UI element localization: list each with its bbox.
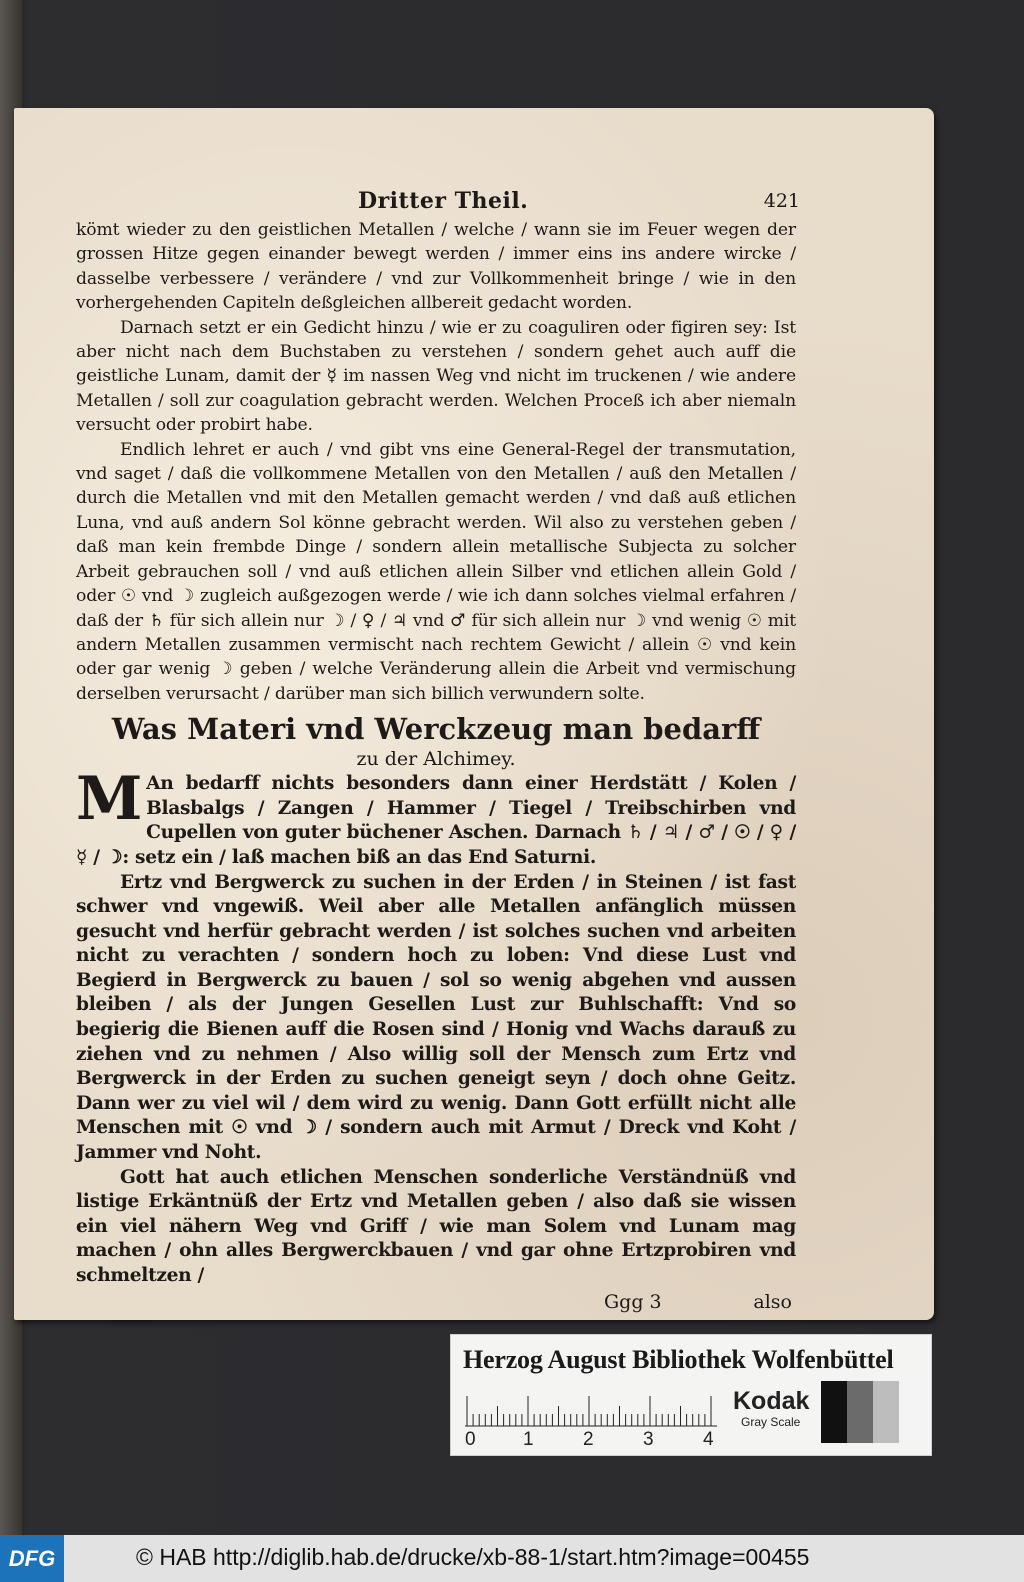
section-heading: Was Materi vnd Werckzeug man bedarff xyxy=(111,712,761,747)
paragraph: Gott hat auch etlichen Menschen sonderliche Verständnüß vnd listige Erkäntnüß der Ertz vnd Metallen geben / also daß sie wissen ein viel nähern Weg vnd Griff / wie man Solem vnd Lunam mag machen / ohn alles Bergwerckbauen / vnd gar ohne Ertzprobiren vnd schmeltzen / xyxy=(76,1166,796,1286)
library-name: Herzog August Bibliothek Wolfenbüttel xyxy=(463,1345,894,1374)
paragraph xyxy=(76,764,796,870)
ruler-label: 3 xyxy=(643,1429,654,1450)
page-text xyxy=(76,188,800,1319)
paragraph: Darnach setzt er ein Gedicht hinzu / wie er zu coaguliren oder figiren sey: Ist aber nicht nach dem Buchstaben zu verstehen / sondern gehet auch auff die geistliche Lunam, damit der ☿ im nassen Weg vnd nicht im truckenen / wie andere Metallen / soll zur coagulation gebracht werden. Welchen Proceß ich aber niemaln versucht oder probirt habe. xyxy=(76,317,796,436)
ruler-icon xyxy=(465,1393,717,1427)
dfg-logo: DFG xyxy=(0,1535,64,1582)
running-title: Dritter Theil. xyxy=(358,188,529,214)
signature-mark: Ggg 3 xyxy=(604,1290,662,1313)
page-number: 421 xyxy=(763,190,800,212)
ruler-label: 2 xyxy=(583,1429,594,1450)
page-footer-line xyxy=(76,1291,796,1319)
catchword: also xyxy=(753,1290,792,1313)
gray-patch xyxy=(899,1381,925,1443)
ruler-label: 1 xyxy=(523,1429,534,1450)
drop-cap: M xyxy=(76,764,143,835)
paragraph: Ertz vnd Bergwerck zu suchen in der Erden / in Steinen / ist fast schwer vnd vngewiß. Weil aber alle Metallen anfänglich müssen gesucht vnd herfür gebracht werden / ist solches suchen vnd arbeiten nicht zu verachten / sondern hoch zu loben: Vnd diese Lust vnd Begierd in Bergwerck zu bauen / sol so wenig abgehen vnd aussen bleiben / als der Jungen Gesellen Lust zur Buhlschafft: Vnd so begierig die Bienen auff die Rosen sind / Honig vnd Wachs darauß zu ziehen vnd zu nehmen / Also willig soll der Mensch zum Ertz vnd Bergwerck in der Erden zu suchen geneigt seyn / doch ohne Geitz. Dann wer zu viel wil / dem wird zu wenig. Dann Gott erfüllt nicht alle Menschen mit ☉ vnd ☽ / sondern auch mit Armut / Dreck vnd Koht / Jammer vnd Noht. xyxy=(76,871,796,1164)
paragraph-text: An bedarff nichts besonders dann einer Herdstätt / Kolen / Blasbalgs / Zangen / Hammer / Tiegel / Treibschirben vnd Cupellen von guter büchener Aschen. Darnach ♄ / ♃ / ♂ / ☉ / ♀ / ☿ / ☽: setz ein / laß machen biß an das End Saturni. xyxy=(76,773,796,868)
ruler-label: 0 xyxy=(465,1429,476,1450)
kodak-logo: Kodak xyxy=(733,1387,810,1415)
ruler-label: 4 xyxy=(703,1429,714,1450)
copyright-link[interactable]: © HAB http://diglib.hab.de/drucke/xb-88-1/start.htm?image=00455 xyxy=(136,1544,810,1570)
section-subheading: zu der Alchimey. xyxy=(356,748,516,771)
gray-patch xyxy=(873,1381,899,1443)
gray-patch xyxy=(847,1381,873,1443)
color-scale-card xyxy=(450,1334,932,1456)
paragraph: kömt wieder zu den geistlichen Metallen / welche / wann sie im Feuer wegen der grossen Hitze gegen einander bewegt werden / immer eins ins andere wircke / dasselbe verbessere / verändere / vnd zur Vollkommenheit bringe / wie in den vorhergehenden Capiteln deßgleichen allbereit gedacht worden. xyxy=(76,220,796,314)
running-head xyxy=(76,188,800,218)
paragraph: Endlich lehret er auch / vnd gibt vns eine General-Regel der transmutation, vnd saget / daß die vollkommene Metallen von den Metallen / auß den Metallen / durch die Metallen vnd mit den Metallen gemacht werden / vnd daß auß etlichen Luna, vnd auß andern Sol könne gebracht werden. Wil also zu verstehen geben / daß man kein frembde Dinge / sondern allein metallische Subjecta zu solcher Arbeit gebrauchen soll / vnd auß etlichen allein Silber vnd etlichen allein Gold / oder ☉ vnd ☽ zugleich außgezogen werde / wie ich dann solches vielmal erfahren / daß der ♄ für sich allein nur ☽ / ♀ / ♃ vnd ♂ für sich allein nur ☽ vnd wenig ☉ mit andern Metallen zusammen vermischt nach rechtem Gewicht / allein ☉ vnd kein oder gar wenig ☽ geben / welche Veränderung allein die Arbeit vnd vermischung derselben verursacht / darüber man sich billich verwundern solte. xyxy=(76,439,796,704)
gray-scale-label: Gray Scale xyxy=(741,1415,801,1429)
gray-scale-patches xyxy=(821,1381,925,1443)
ruler-labels xyxy=(465,1429,725,1453)
gray-patch xyxy=(821,1381,847,1443)
viewer-footer xyxy=(0,1535,1024,1582)
